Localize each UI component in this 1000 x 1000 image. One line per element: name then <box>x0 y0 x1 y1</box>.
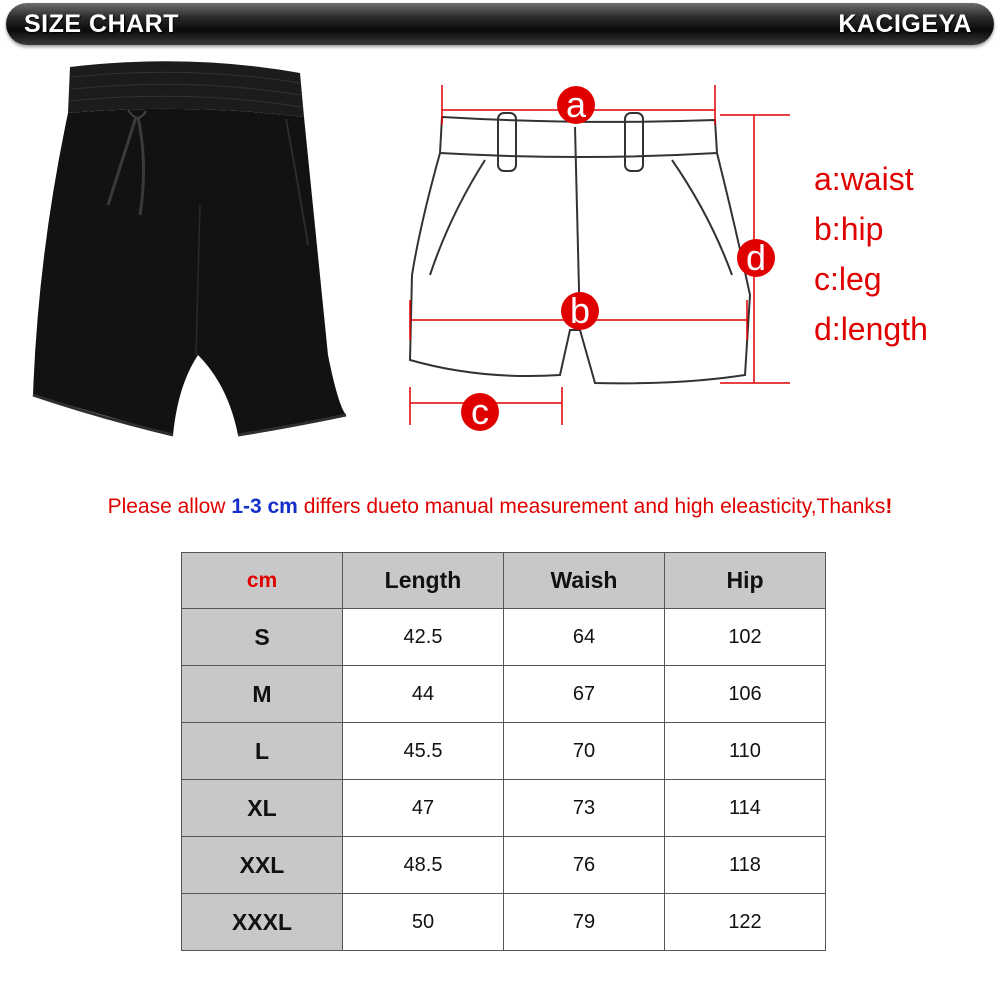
table-row <box>182 609 826 666</box>
measurement-note <box>0 495 1000 519</box>
note-before: Please allow <box>107 495 232 518</box>
note-after: differs dueto manual measurement and high eleasticity,Thanks <box>297 495 886 518</box>
marker-a <box>557 84 595 125</box>
size-label: XXL <box>182 837 343 894</box>
table-cell-hip: 122 <box>665 894 826 951</box>
legend-leg: c:leg <box>814 261 882 297</box>
table-header-waish: Waish <box>504 553 665 609</box>
table-cell-length: 42.5 <box>343 609 504 666</box>
size-label: XL <box>182 780 343 837</box>
table-cell-length: 47 <box>343 780 504 837</box>
table-header-hip: Hip <box>665 553 826 609</box>
legend-hip: b:hip <box>814 211 884 247</box>
table-cell-length: 44 <box>343 666 504 723</box>
note-exclaim: ! <box>885 495 893 518</box>
table-header-row <box>182 553 826 609</box>
size-label: S <box>182 609 343 666</box>
header-bar <box>6 3 994 45</box>
table-cell-length: 45.5 <box>343 723 504 780</box>
table-cell-waish: 73 <box>504 780 665 837</box>
legend-length: d:length <box>814 311 928 347</box>
table-cell-hip: 118 <box>665 837 826 894</box>
size-label: M <box>182 666 343 723</box>
table-row <box>182 894 826 951</box>
svg-text:b: b <box>569 290 591 331</box>
table-row <box>182 780 826 837</box>
legend-waist: a:waist <box>814 161 914 197</box>
table-header-unit: cm <box>182 553 343 609</box>
size-label: XXXL <box>182 894 343 951</box>
product-photo <box>28 55 358 445</box>
table-cell-waish: 64 <box>504 609 665 666</box>
table-cell-hip: 102 <box>665 609 826 666</box>
marker-d <box>737 237 775 278</box>
table-cell-length: 50 <box>343 894 504 951</box>
table-row <box>182 666 826 723</box>
marker-c <box>461 391 499 432</box>
table-cell-hip: 106 <box>665 666 826 723</box>
note-highlight: 1-3 cm <box>231 495 298 518</box>
table-row <box>182 837 826 894</box>
table-cell-waish: 67 <box>504 666 665 723</box>
table-cell-hip: 114 <box>665 780 826 837</box>
table-header-length: Length <box>343 553 504 609</box>
svg-text:d: d <box>745 237 767 278</box>
table-cell-length: 48.5 <box>343 837 504 894</box>
table-cell-waish: 76 <box>504 837 665 894</box>
table-cell-hip: 110 <box>665 723 826 780</box>
table-row <box>182 723 826 780</box>
size-label: L <box>182 723 343 780</box>
table-cell-waish: 70 <box>504 723 665 780</box>
marker-b <box>561 290 599 331</box>
measurement-legend <box>814 158 928 358</box>
size-table <box>181 552 826 951</box>
svg-text:a: a <box>565 84 587 125</box>
page-title: SIZE CHART <box>24 10 179 38</box>
table-cell-waish: 79 <box>504 894 665 951</box>
svg-text:c: c <box>471 391 489 432</box>
measurement-diagram <box>390 75 800 445</box>
brand-name: KACIGEYA <box>838 10 972 38</box>
